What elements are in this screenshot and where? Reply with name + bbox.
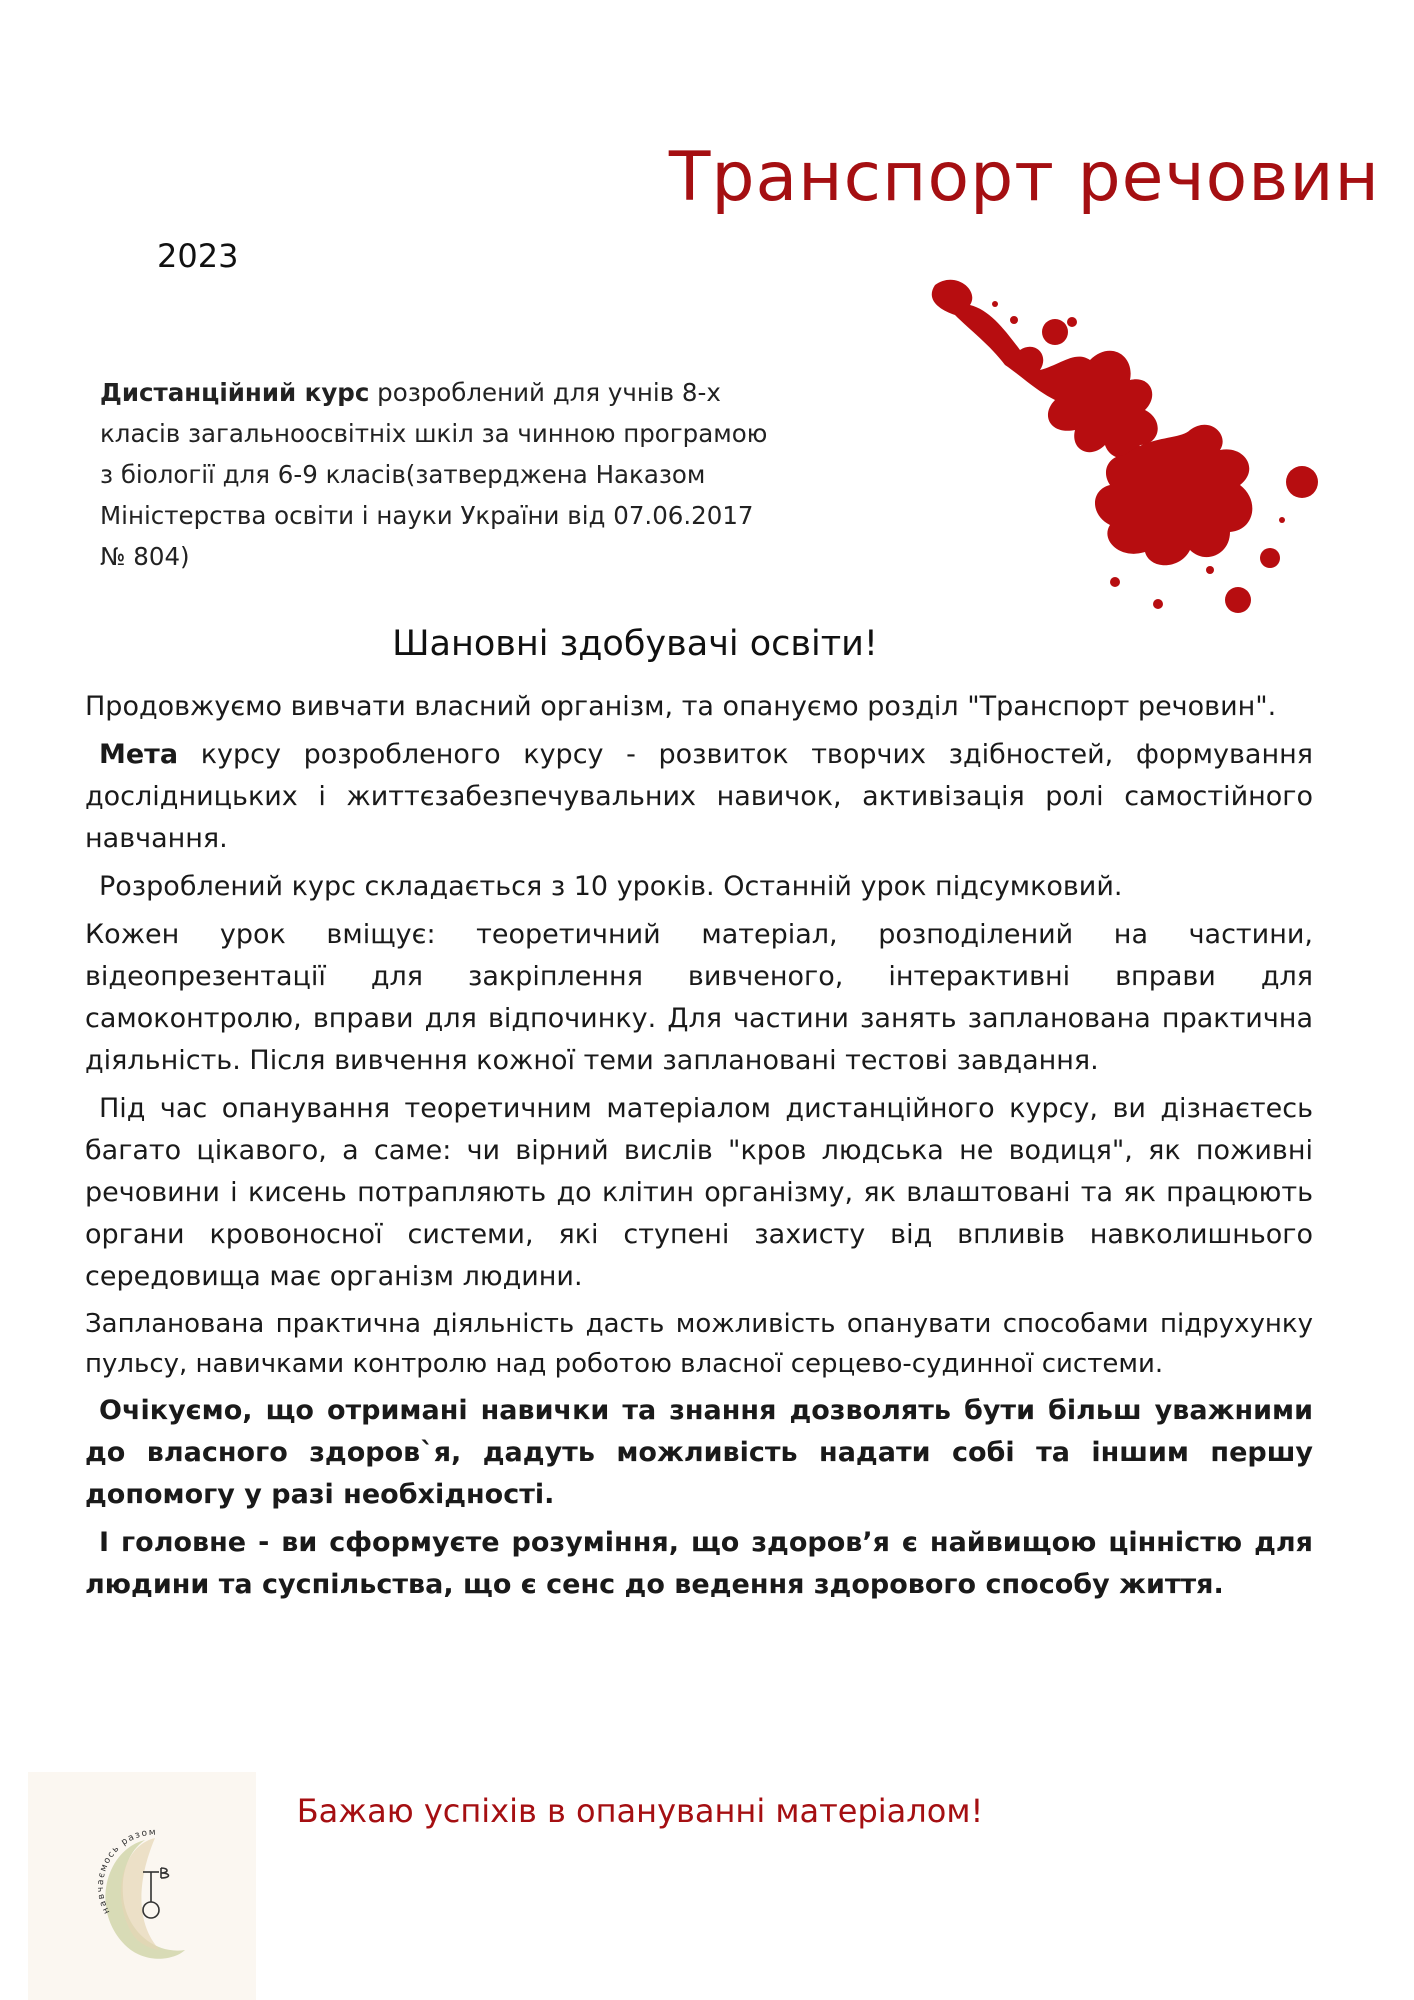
paragraph-2 [85, 734, 1313, 860]
course-intro [100, 372, 780, 577]
paragraph-4: Кожен урок вміщує: теоретичний матеріал, розподілений на частини, відеопрезентації для закріплення вивченого, інтерактивні вправи для самоконтролю, вправи для відпочинку. Для частини занять запланована практична діяльність. Після вивчення кожної теми заплановані тестові завдання. [85, 919, 1313, 1076]
logo-text: навчаємось разом [95, 1827, 158, 1916]
intro-text: розроблений для учнів 8-х класів загальноосвітніх шкіл за чинною програмою з біології для 6-9 класів(затверджена Наказом Міністерства освіти і науки України від 07.06.2017 № 804) [100, 378, 768, 571]
closing-wish: Бажаю успіхів в опануванні матеріалом! [296, 1792, 984, 1830]
paragraph-5: Під час опанування теоретичним матеріалом дистанційного курсу, ви дізнаєтесь багато цікавого, а саме: чи вірний вислів "кров людська не водиця", як поживні речовини і кисень потрапляють до клітин організму, як влаштовані та як працюють органи кровоносної системи, які ступені захисту від впливів навколишнього середовища має організм людини. [85, 1093, 1313, 1292]
goal-text: курсу розробленого курсу - розвиток творчих здібностей, формування дослідницьких і життєзабезпечувальних навичок, активізація ролі самостійного навчання. [85, 739, 1313, 854]
goal-label: Мета [99, 739, 179, 770]
greeting-heading: Шановні здобувачі освіти! [392, 624, 878, 664]
body-text [85, 686, 1313, 1612]
paragraph-8: І головне - ви сформуєте розуміння, що здоров’я є найвищою цінністю для людини та суспільства, що є сенс до ведення здорового способу життя. [85, 1527, 1313, 1600]
intro-bold-label: Дистанційний курс [100, 378, 370, 407]
paragraph-1: Продовжуємо вивчати власний організм, та опануємо розділ "Транспорт речовин". [85, 691, 1277, 722]
page-title: Транспорт речовин [668, 138, 1380, 217]
year-label: 2023 [157, 237, 239, 275]
paragraph-7: Очікуємо, що отримані навички та знання дозволять бути більш уважними до власного здоров`я, дадуть можливість надати собі та іншим першу допомогу у разі необхідності. [85, 1395, 1313, 1510]
blood-splatter-image [910, 270, 1330, 670]
paragraph-6: Запланована практична діяльність дасть можливість опанувати способами підрухунку пульсу, навичками контролю над роботою власної серцево-судинної системи. [85, 1309, 1313, 1379]
logo [85, 1810, 225, 1970]
paragraph-3: Розроблений курс складається з 10 уроків. Останній урок підсумковий. [99, 871, 1123, 902]
